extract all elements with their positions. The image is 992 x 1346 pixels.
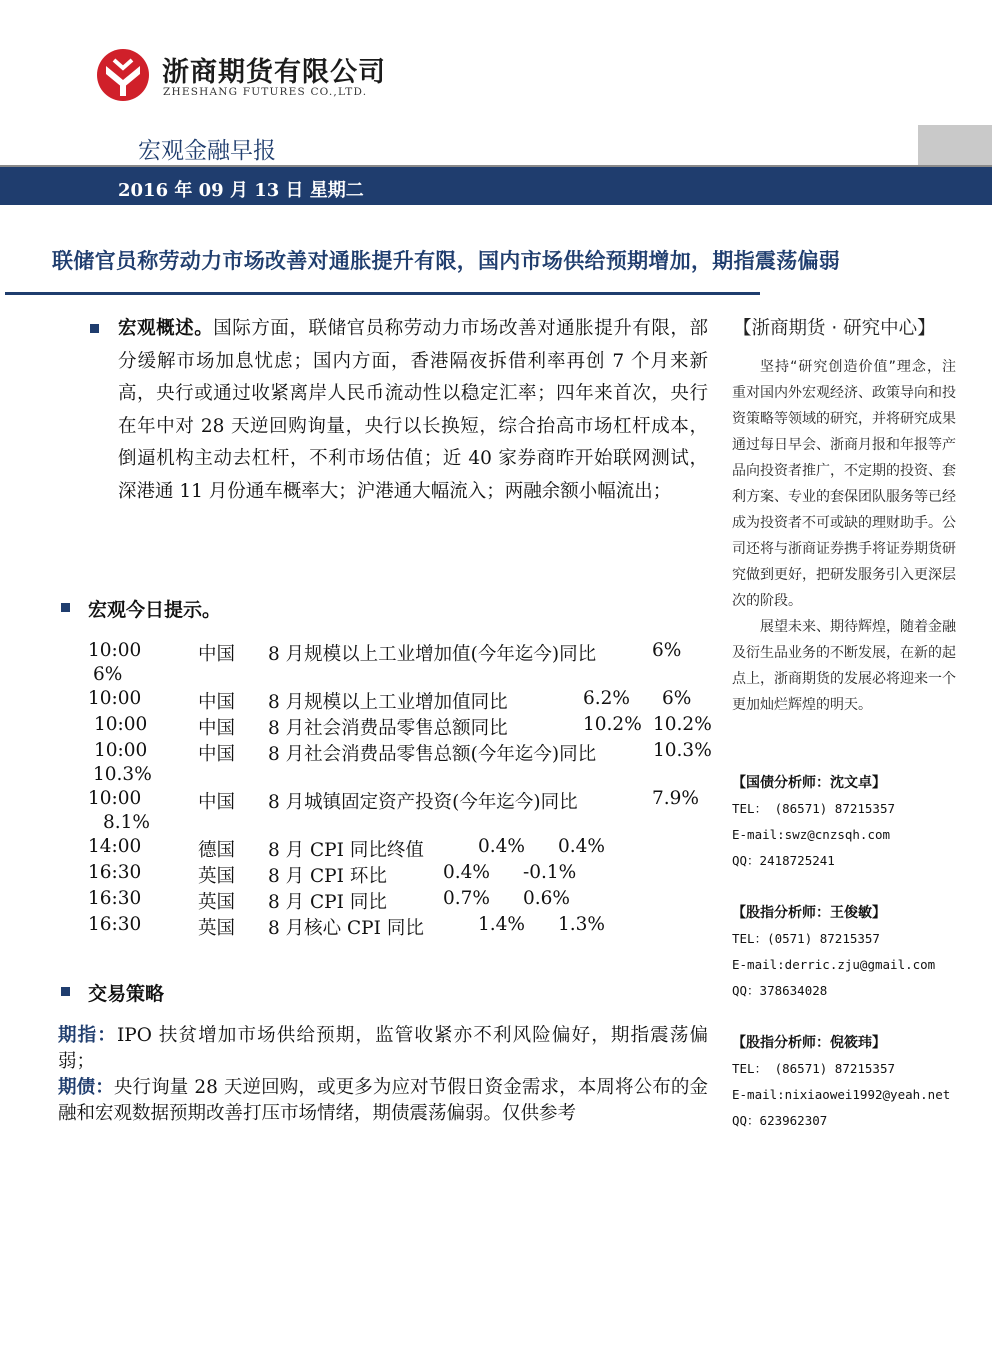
analyst-tel: TEL：(0571) 87215357 — [732, 931, 880, 946]
schedule-forecast: 10.2% — [653, 714, 712, 735]
headline-rule — [5, 292, 760, 295]
analyst-name: 【股指分析师：倪筱玮】 — [732, 1035, 886, 1051]
schedule-item: 8 月 CPI 环比 — [268, 866, 387, 887]
schedule-forecast: -0.1% — [523, 862, 577, 883]
analyst-qq: QQ：2418725241 — [732, 853, 835, 868]
report-date: 2016 年 09 月 13 日 星期二 — [118, 180, 364, 201]
schedule-actual: 6.2% — [583, 688, 630, 709]
table-row — [88, 740, 728, 766]
schedule-country: 英国 — [198, 918, 236, 939]
schedule-item: 8 月社会消费品零售总额(今年迄今)同比 — [268, 744, 597, 765]
schedule-country: 中国 — [198, 792, 236, 813]
table-row — [88, 714, 728, 740]
schedule-forecast: 6% — [662, 688, 692, 709]
schedule-time: 10:00 — [88, 640, 142, 661]
analyst-tel: TEL： (86571) 87215357 — [732, 801, 896, 816]
bullet-square-icon — [90, 324, 99, 333]
schedule-forecast: 8.1% — [103, 812, 150, 833]
schedule-time: 14:00 — [88, 836, 142, 857]
schedule-forecast: 10.3% — [93, 764, 152, 785]
schedule-country: 中国 — [198, 718, 236, 739]
schedule-time: 10:00 — [94, 740, 148, 761]
strategy-title: 交易策略 — [88, 983, 165, 1005]
schedule-actual: 0.7% — [443, 888, 490, 909]
intro-paragraph: 展望未来、期待辉煌，随着金融及衍生品业务的不断发展，在新的起点上，浙商期货的发展必将迎来一个更加灿烂辉煌的明天。 — [732, 619, 956, 713]
strategy-text: 央行询量 28 天逆回购，或更多为应对节假日资金需求，本周将公布的金融和宏观数据预期改善打压市场情绪，期债震荡偏弱。仅供参考 — [58, 1077, 708, 1124]
table-row — [88, 688, 728, 714]
table-row — [88, 914, 728, 940]
analyst-qq: QQ：378634028 — [732, 983, 828, 998]
table-row — [88, 640, 728, 666]
schedule-country: 英国 — [198, 866, 236, 887]
schedule-forecast: 6% — [93, 664, 123, 685]
schedule-item: 8 月规模以上工业增加值(今年迄今)同比 — [268, 644, 597, 665]
company-name-en: ZHESHANG FUTURES CO.,LTD. — [163, 86, 368, 98]
analyst-card — [732, 1030, 982, 1134]
strategy-item — [58, 1023, 708, 1075]
schedule-item: 8 月规模以上工业增加值同比 — [268, 692, 508, 713]
schedule-country: 中国 — [198, 692, 236, 713]
schedule-actual: 10.2% — [583, 714, 642, 735]
schedule-item: 8 月 CPI 同比 — [268, 892, 387, 913]
research-center-title: 【浙商期货 · 研究中心】 — [733, 318, 936, 339]
zheshang-logo-icon — [96, 48, 150, 102]
schedule-title: 宏观今日提示。 — [88, 599, 222, 621]
analyst-tel: TEL： (86571) 87215357 — [732, 1061, 896, 1076]
report-type-title: 宏观金融早报 — [138, 138, 276, 164]
header-gray-block — [918, 125, 992, 165]
schedule-item: 8 月社会消费品零售总额同比 — [268, 718, 508, 739]
analyst-email: E-mail:nixiaowei1992@yeah.net — [732, 1087, 951, 1102]
schedule-actual: 10.3% — [653, 740, 712, 761]
overview-text: 国际方面，联储官员称劳动力市场改善对通胀提升有限，部分缓解市场加息忧虑；国内方面，香港隔夜拆借利率再创 7 个月来新高，央行或通过收紧离岸人民币流动性以稳定汇率；四年来首次，央行在年中对 28 天逆回购询量，央行以长换短，综合抬高市场杠杆成本，倒逼机构主动去杠杆，不利市场估值；近 40 家券商昨开始联网测试，深港通 11 月份通车概率大；沪港通大幅流入；两融余额小幅流出； — [118, 318, 708, 502]
report-headline: 联储官员称劳动力市场改善对通胀提升有限，国内市场供给预期增加，期指震荡偏弱 — [52, 249, 841, 273]
strategy-label: 期指： — [58, 1025, 117, 1046]
schedule-actual: 0.4% — [478, 836, 525, 857]
schedule-time: 10:00 — [88, 688, 142, 709]
schedule-country: 中国 — [198, 644, 236, 665]
schedule-actual: 6% — [652, 640, 682, 661]
table-row — [88, 888, 728, 914]
analyst-qq: QQ：623962307 — [732, 1113, 828, 1128]
strategy-label: 期债： — [58, 1077, 114, 1098]
bullet-square-icon — [61, 603, 70, 612]
schedule-time: 16:30 — [88, 888, 142, 909]
schedule-actual: 7.9% — [652, 788, 699, 809]
schedule-time: 16:30 — [88, 914, 142, 935]
strategy-text: IPO 扶贫增加市场供给预期，监管收紧亦不利风险偏好，期指震荡偏弱； — [58, 1025, 708, 1072]
schedule-forecast: 0.4% — [558, 836, 605, 857]
schedule-time: 10:00 — [88, 788, 142, 809]
schedule-country: 中国 — [198, 744, 236, 765]
schedule-forecast: 0.6% — [523, 888, 570, 909]
macro-schedule-table — [88, 640, 728, 940]
overview-label: 宏观概述。 — [118, 318, 214, 339]
schedule-country: 德国 — [198, 840, 236, 861]
analyst-name: 【股指分析师：王俊敏】 — [732, 905, 886, 921]
analyst-name: 【国债分析师：沈文卓】 — [732, 775, 886, 791]
table-row — [88, 862, 728, 888]
analyst-card — [732, 900, 982, 1004]
schedule-time: 10:00 — [94, 714, 148, 735]
trading-strategy — [58, 1023, 708, 1127]
bullet-square-icon — [61, 987, 70, 996]
schedule-actual: 1.4% — [478, 914, 525, 935]
schedule-time: 16:30 — [88, 862, 142, 883]
schedule-country: 英国 — [198, 892, 236, 913]
company-name-cn: 浙商期货有限公司 — [162, 57, 386, 88]
analyst-email: E-mail:swz@cnzsqh.com — [732, 827, 891, 842]
table-row — [88, 788, 728, 814]
research-center-intro — [732, 354, 956, 718]
analyst-card — [732, 770, 982, 874]
schedule-actual: 0.4% — [443, 862, 490, 883]
macro-overview — [118, 313, 708, 508]
table-row — [88, 836, 728, 862]
schedule-item: 8 月 CPI 同比终值 — [268, 840, 424, 861]
analyst-email: E-mail:derric.zju@gmail.com — [732, 957, 936, 972]
schedule-item: 8 月城镇固定资产投资(今年迄今)同比 — [268, 792, 578, 813]
strategy-item — [58, 1075, 708, 1127]
intro-paragraph: 坚持“研究创造价值”理念，注重对国内外宏观经济、政策导向和投资策略等领域的研究，并将研究成果通过每日早会、浙商月报和年报等产品向投资者推广，不定期的投资、套利方案、专业的套保团队服务等已经成为投资者不可或缺的理财助手。公司还将与浙商证券携手将证券期货研究做到更好，把研发服务引入更深层次的阶段。 — [732, 359, 956, 609]
schedule-forecast: 1.3% — [558, 914, 605, 935]
schedule-item: 8 月核心 CPI 同比 — [268, 918, 424, 939]
